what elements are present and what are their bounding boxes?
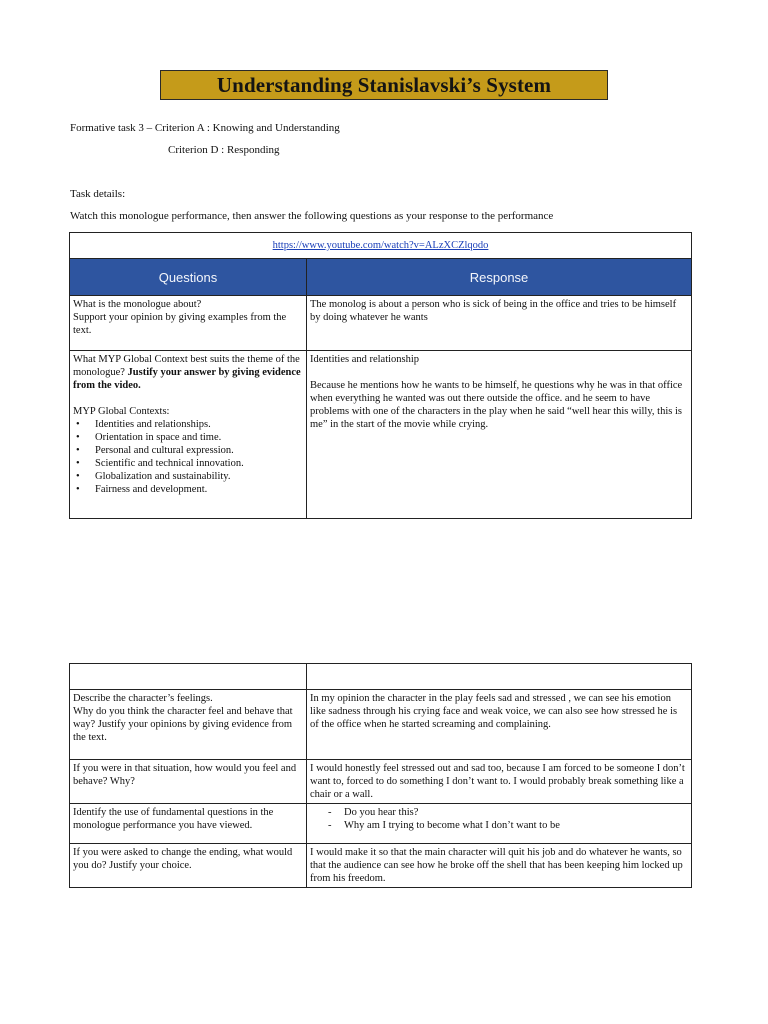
questions-table-2 (69, 663, 692, 888)
global-contexts-list (73, 418, 303, 496)
video-link[interactable]: https://www.youtube.com/watch?v=ALzXCZlqodo (272, 240, 489, 251)
questions-table-1 (69, 232, 692, 519)
formative-task-line: Formative task 3 – Criterion A : Knowing and Understanding (70, 122, 340, 134)
response-header: Response (307, 259, 692, 296)
response-cell (307, 804, 692, 844)
question-cell: If you were asked to change the ending, what would you do? Justify your choice. (70, 844, 307, 888)
response-cell: In my opinion the character in the play feels sad and stressed , we can see his emotion like sadness through his crying face and weak voice, we can also see how stressed he is of the office when he started screaming and complaining. (307, 690, 692, 760)
question-text: Why do you think the character feel and behave that way? Justify your opinions by giving evidence from the text. (73, 706, 293, 743)
empty-cell (307, 664, 692, 690)
question-text: What MYP Global Context best suits the theme of the monologue? Justify your answer by giving evidence from the video. (73, 354, 301, 391)
question-cell (70, 690, 307, 760)
question-emphasis: Justify your answer by giving evidence from the video. (73, 367, 301, 391)
response-cell: I would honestly feel stressed out and sad too, because I am forced to be someone I don’t want to, forced to do something I don’t want to. I would probably break something like a chair or a wall. (307, 760, 692, 804)
fundamental-questions-list (310, 806, 688, 832)
contexts-label: MYP Global Contexts: (73, 406, 170, 417)
question-cell: If you were in that situation, how would you feel and behave? Why? (70, 760, 307, 804)
response-cell (307, 351, 692, 519)
list-item: - Why am I trying to become what I don’t want to be (310, 819, 688, 832)
empty-cell (70, 664, 307, 690)
question-cell (70, 351, 307, 519)
question-text: Describe the character’s feelings. (73, 693, 213, 704)
list-item: • Scientific and technical innovation. (73, 457, 303, 470)
list-item: • Fairness and development. (73, 483, 303, 496)
response-heading: Identities and relationship (310, 354, 420, 365)
question-text: Support your opinion by giving examples from the text. (73, 312, 287, 336)
task-instruction: Watch this monologue performance, then answer the following questions as your response to the performance (70, 210, 554, 222)
question-cell (70, 296, 307, 351)
document-title: Understanding Stanislavski’s System (216, 72, 552, 97)
response-cell: I would make it so that the main character will quit his job and do whatever he wants, so that the audience can see how he broke off the shell that has been keeping him locked up from his freedom. (307, 844, 692, 888)
list-item: - Do you hear this? (310, 806, 688, 819)
criterion-d-line: Criterion D : Responding (168, 144, 280, 156)
response-text: Because he mentions how he wants to be himself, he questions why he was in that office when everything he wanted was out there outside the office. and he seem to have problems with one of the characters in the play when he said “well hear this willy, this is me” in the start of the movie while crying. (310, 380, 683, 430)
list-item: • Orientation in space and time. (73, 431, 303, 444)
list-item: • Identities and relationships. (73, 418, 303, 431)
list-item: • Globalization and sustainability. (73, 470, 303, 483)
document-title-banner (160, 70, 608, 100)
question-cell: Identify the use of fundamental questions in the monologue performance you have viewed. (70, 804, 307, 844)
question-text: What is the monologue about? (73, 299, 202, 310)
video-link-cell (70, 233, 692, 259)
task-details-label: Task details: (70, 188, 126, 200)
response-cell: The monolog is about a person who is sick of being in the office and tries to be himself by doing whatever he wants (307, 296, 692, 351)
questions-header: Questions (70, 259, 307, 296)
list-item: • Personal and cultural expression. (73, 444, 303, 457)
